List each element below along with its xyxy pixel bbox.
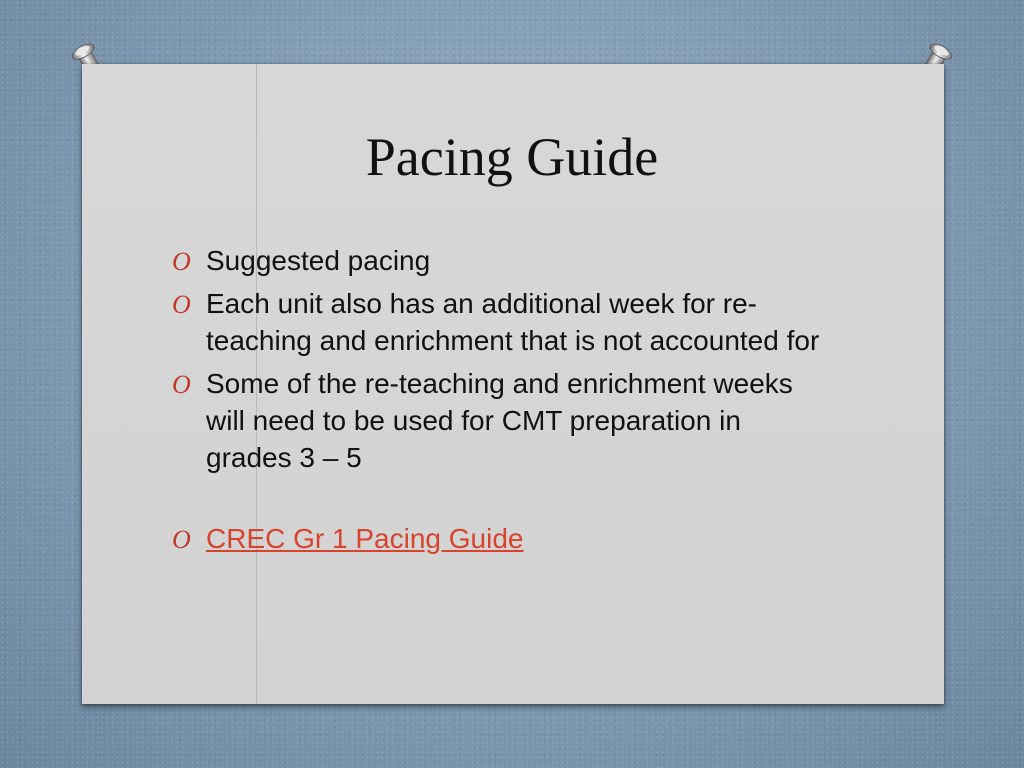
bullet-text: Some of the re-teaching and enrichment weeks will need to be used for CMT preparation in grades 3 – 5 (206, 368, 793, 473)
bullet-item (170, 285, 830, 359)
bullet-marker-icon: O (172, 247, 191, 276)
bullet-marker-icon: O (172, 290, 191, 319)
pacing-guide-link[interactable]: CREC Gr 1 Pacing Guide (206, 523, 524, 554)
bullet-item (170, 242, 830, 279)
bullet-item-link (170, 520, 830, 557)
bullet-text: Each unit also has an additional week for re-teaching and enrichment that is not accounted for (206, 288, 820, 356)
bullet-list (170, 242, 830, 563)
slide-title: Pacing Guide (365, 127, 659, 187)
bullet-text: Suggested pacing (206, 245, 431, 276)
bullet-marker-icon: O (172, 370, 191, 399)
bullet-marker-icon: O (172, 525, 191, 554)
bullet-item (170, 365, 830, 476)
